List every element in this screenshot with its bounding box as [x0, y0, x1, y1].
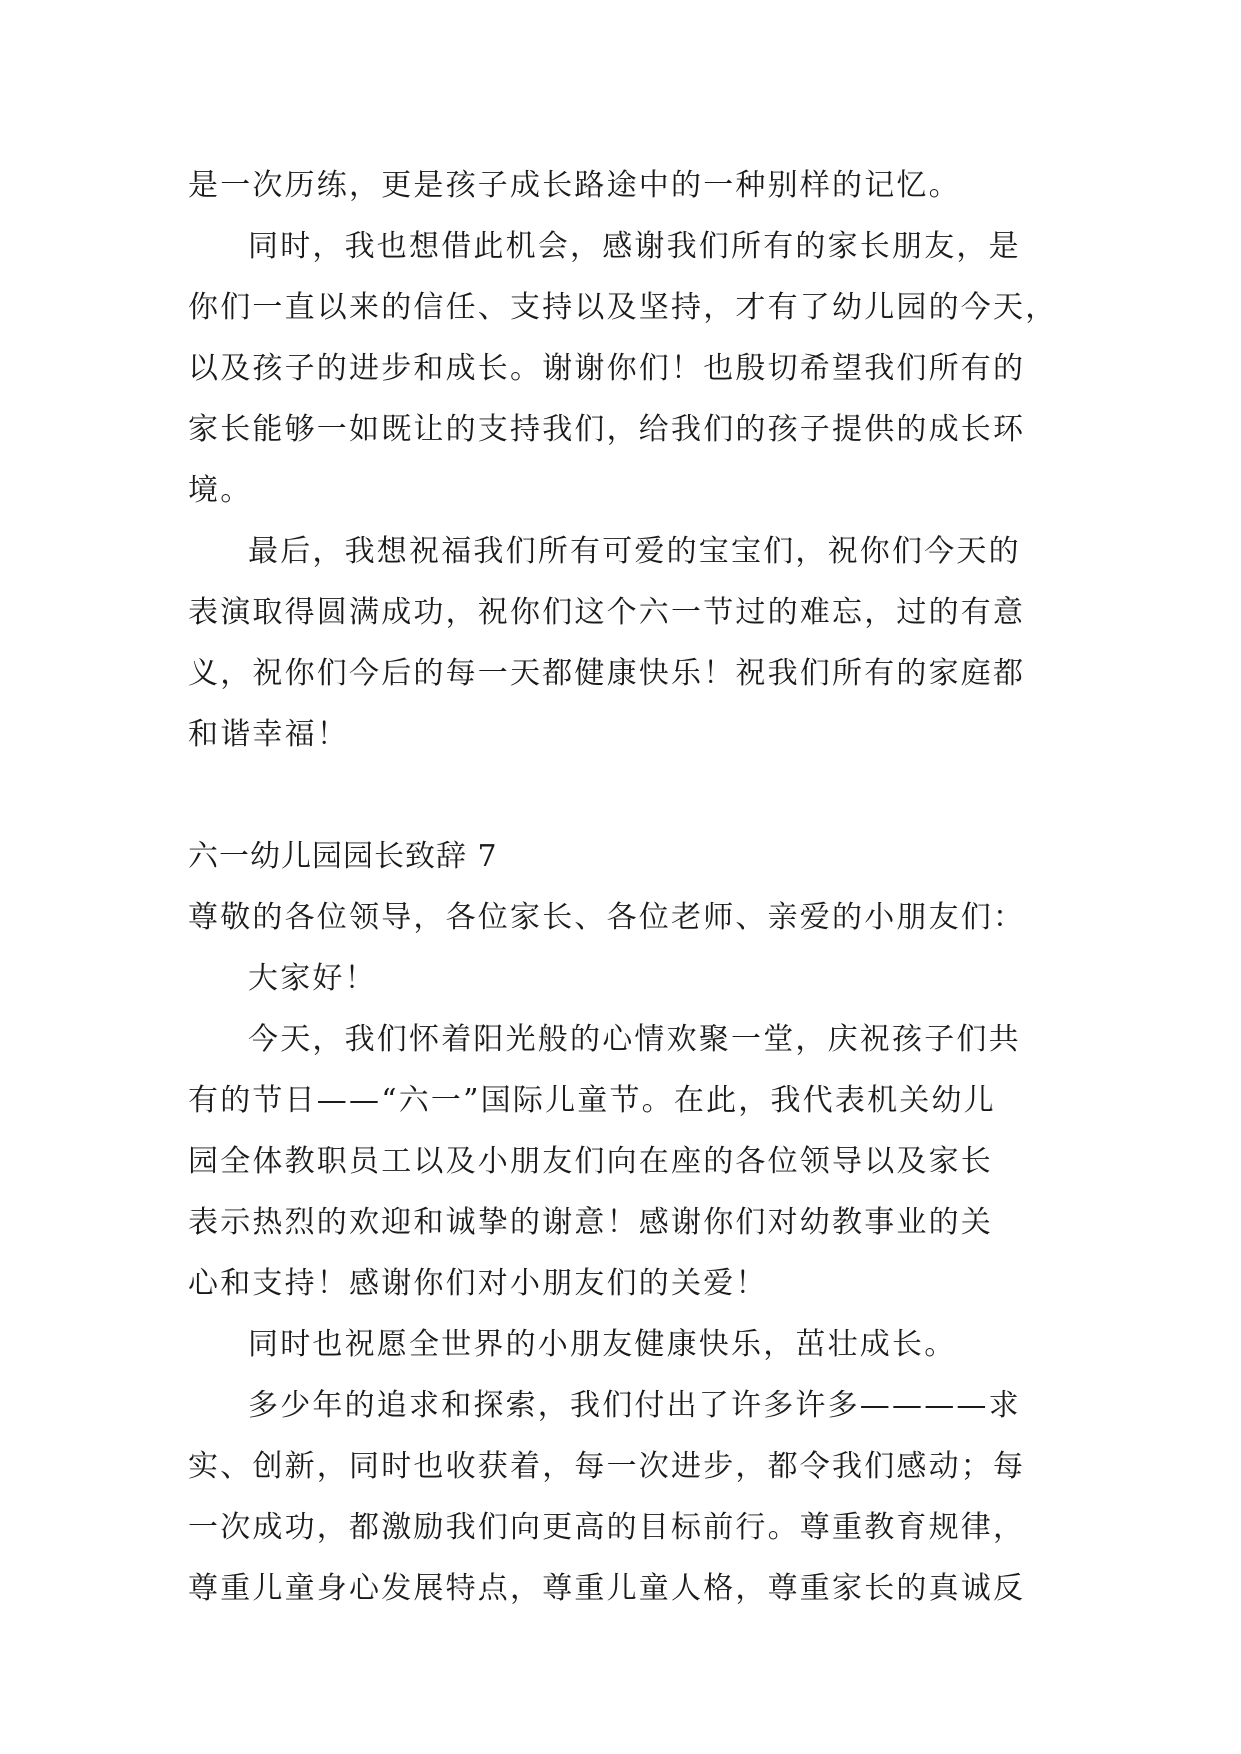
- paragraph-line: 义，祝你们今后的每一天都健康快乐！祝我们所有的家庭都: [188, 656, 1026, 691]
- paragraph-line: 和谐幸福！: [188, 717, 349, 752]
- paragraph-line: 表演取得圆满成功，祝你们这个六一节过的难忘，过的有意: [188, 595, 1026, 630]
- greeting: 大家好！: [248, 961, 377, 996]
- paragraph-line: 表示热烈的欢迎和诚挚的谢意！感谢你们对幼教事业的关: [188, 1205, 993, 1240]
- paragraph-line: 同时也祝愿全世界的小朋友健康快乐，茁壮成长。: [248, 1327, 957, 1362]
- paragraph-line: 多少年的追求和探索，我们付出了许多许多————求: [248, 1388, 1021, 1423]
- section-title: 六一幼儿园园长致辞 7: [188, 839, 498, 874]
- paragraph-line: 心和支持！感谢你们对小朋友们的关爱！: [188, 1266, 768, 1301]
- salutation: 尊敬的各位领导，各位家长、各位老师、亲爱的小朋友们：: [188, 900, 1026, 935]
- paragraph-line: 今天，我们怀着阳光般的心情欢聚一堂，庆祝孩子们共: [248, 1022, 1021, 1057]
- paragraph-line: 有的节日——“六一”国际儿童节。在此，我代表机关幼儿: [188, 1083, 996, 1118]
- paragraph-line: 最后，我想祝福我们所有可爱的宝宝们，祝你们今天的: [248, 534, 1021, 569]
- document-body: [188, 155, 1058, 1619]
- paragraph-line: 同时，我也想借此机会，感谢我们所有的家长朋友，是: [248, 229, 1021, 264]
- paragraph-line: 家长能够一如既让的支持我们，给我们的孩子提供的成长环: [188, 412, 1026, 447]
- paragraph-line: 实、创新，同时也收获着，每一次进步，都令我们感动；每: [188, 1449, 1026, 1484]
- paragraph-line: 尊重儿童身心发展特点，尊重儿童人格，尊重家长的真诚反: [188, 1571, 1026, 1606]
- paragraph-line: 境。: [188, 473, 253, 508]
- paragraph-line: 你们一直以来的信任、支持以及坚持，才有了幼儿园的今天，: [188, 290, 1058, 325]
- blank-line: [188, 765, 1058, 826]
- paragraph-line: 是一次历练，更是孩子成长路途中的一种别样的记忆。: [188, 168, 961, 203]
- paragraph-line: 园全体教职员工以及小朋友们向在座的各位领导以及家长: [188, 1144, 993, 1179]
- paragraph-line: 以及孩子的进步和成长。谢谢你们！也殷切希望我们所有的: [188, 351, 1026, 386]
- paragraph-line: 一次成功，都激励我们向更高的目标前行。尊重教育规律，: [188, 1510, 1026, 1545]
